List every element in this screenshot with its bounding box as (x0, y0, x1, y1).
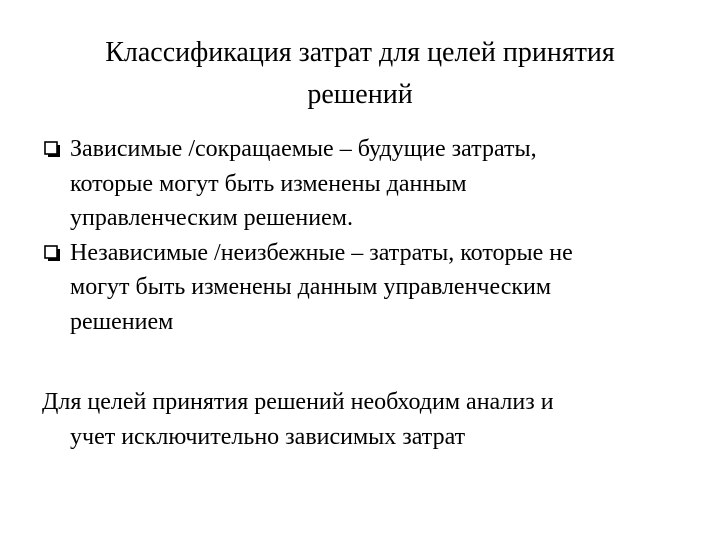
bullet-text-line: которые могут быть изменены данным (70, 170, 467, 197)
bullet-text-line: Независимые /неизбежные – затраты, которые не (70, 239, 573, 266)
paragraph-spacer (42, 339, 682, 385)
square-bullet-icon (44, 141, 61, 158)
bullet-item-dependent-costs (42, 132, 682, 236)
square-bullet-icon (44, 245, 61, 262)
bullet-item-independent-costs (42, 236, 682, 340)
slide-title-line: Классификация затрат для целей принятия (105, 37, 615, 68)
bullet-text-line: могут быть изменены данным управленческим (70, 274, 552, 300)
conclusion-text-line: Для целей принятия решений необходим анализ и (42, 389, 554, 415)
bullet-text-line: решением (70, 308, 174, 335)
bullet-text-line: управленческим решением. (70, 205, 353, 231)
slide-title (60, 32, 660, 116)
bullet-text-line: Зависимые /сокращаемые – будущие затраты, (70, 136, 537, 162)
conclusion-paragraph (42, 385, 682, 454)
slide-title-line: решений (307, 79, 413, 110)
conclusion-text-line: учет исключительно зависимых затрат (70, 423, 466, 450)
slide-body (42, 132, 682, 454)
